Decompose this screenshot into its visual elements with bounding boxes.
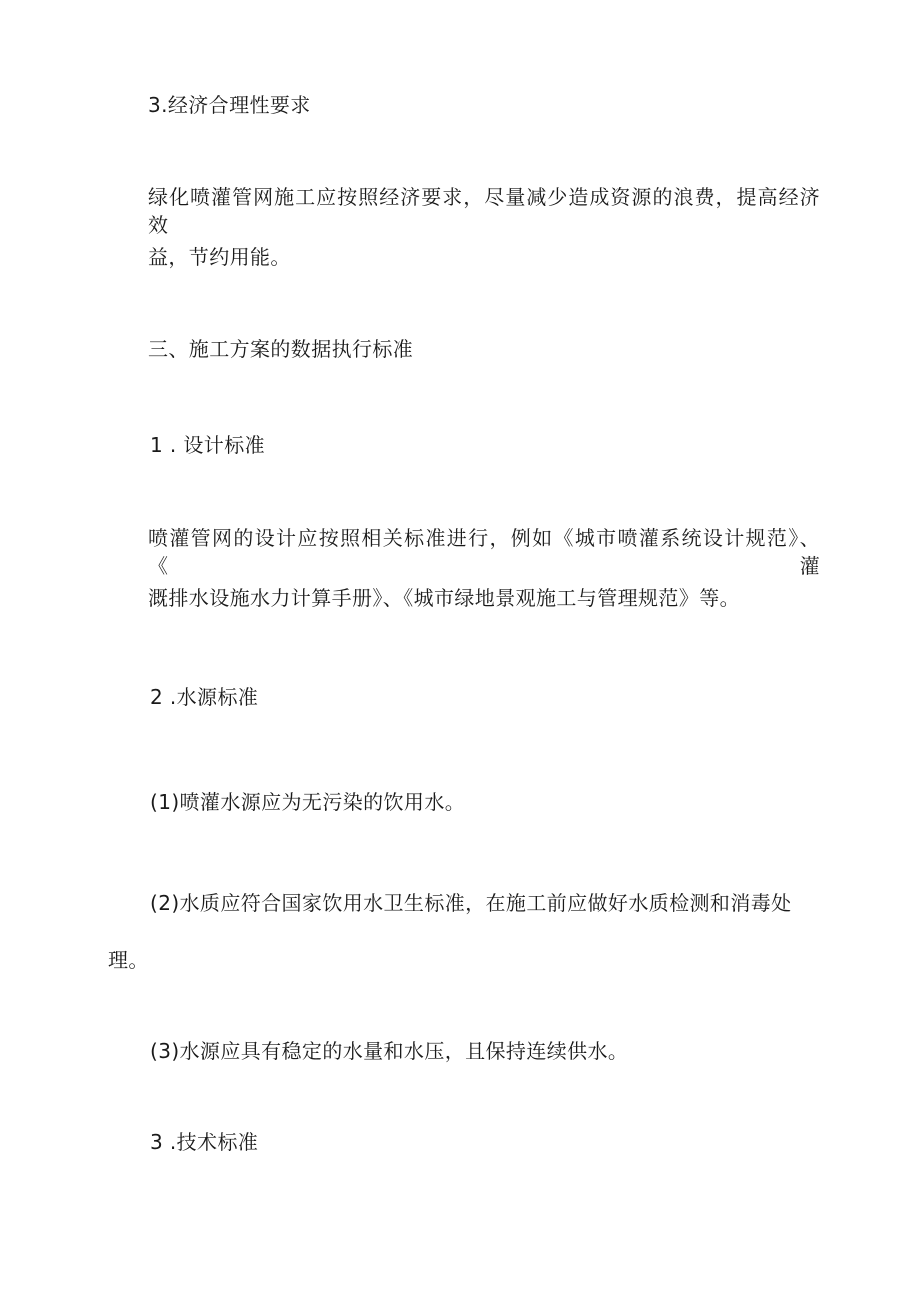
list-item-water-1: (1)喷灌水源应为无污染的饮用水。: [150, 790, 466, 814]
heading-section-three: 三、施工方案的数据执行标准: [148, 337, 414, 361]
paragraph-economy-line-1: 绿化喷灌管网施工应按照经济要求，尽量减少造成资源的浪费，提高经济效: [148, 185, 820, 237]
paragraph-economy-line-2: 益，节约用能。: [148, 245, 291, 269]
list-item-water-3: (3)水源应具有稳定的水量和水压，且保持连续供水。: [150, 1039, 629, 1063]
list-item-water-2-line-2: 理。: [108, 948, 149, 972]
paragraph-design-line-1: 喷灌管网的设计应按照相关标准进行，例如《城市喷灌系统设计规范》、《灌: [148, 526, 820, 578]
paragraph-design-line-2: 溉排水设施水力计算手册》、《城市绿地景观施工与管理规范》等。: [148, 586, 740, 610]
list-item-water-2-line-1: (2)水质应符合国家饮用水卫生标准，在施工前应做好水质检测和消毒处: [150, 891, 792, 915]
heading-water-source-standard: 2 .水源标准: [150, 685, 259, 709]
heading-economic-rationality: 3.经济合理性要求: [148, 93, 311, 117]
heading-design-standard: 1 . 设计标准: [150, 433, 265, 457]
heading-technical-standard: 3 .技术标准: [150, 1130, 259, 1154]
